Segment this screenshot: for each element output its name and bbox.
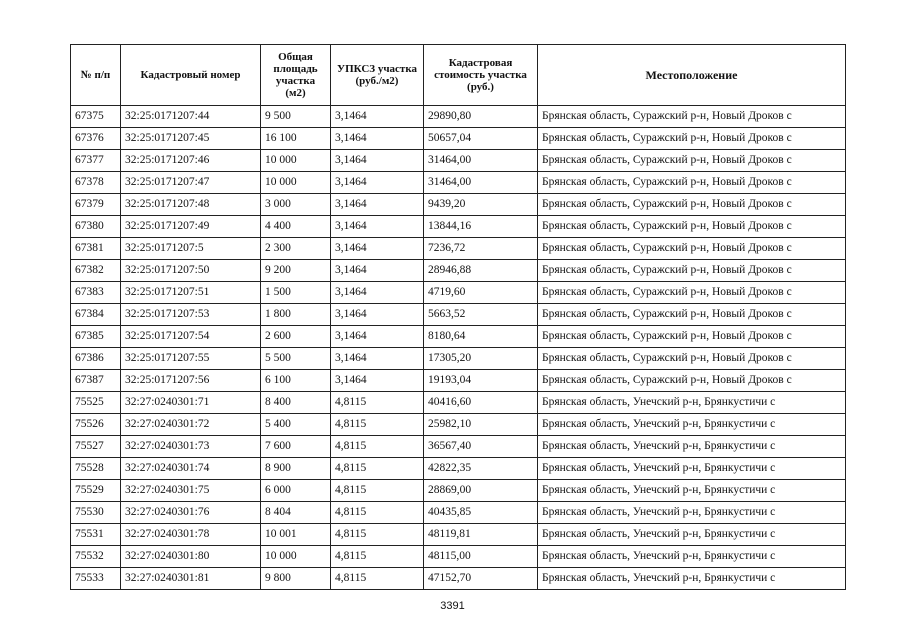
table-row (71, 172, 846, 194)
cadastral-value-cell: 47152,70 (424, 568, 538, 590)
cadastral-value-cell: 40435,85 (424, 502, 538, 524)
cadastral-number-cell: 32:25:0171207:47 (121, 172, 261, 194)
upksz-cell: 4,8115 (331, 458, 424, 480)
area-cell: 1 500 (261, 282, 331, 304)
row-number-cell: 67377 (71, 150, 121, 172)
row-number-cell: 75531 (71, 524, 121, 546)
area-cell: 9 800 (261, 568, 331, 590)
row-number-cell: 67386 (71, 348, 121, 370)
upksz-cell: 3,1464 (331, 326, 424, 348)
table-row (71, 282, 846, 304)
cadastral-number-cell: 32:25:0171207:53 (121, 304, 261, 326)
table-row (71, 304, 846, 326)
header-location: Местоположение (538, 45, 846, 106)
upksz-cell: 4,8115 (331, 480, 424, 502)
table-row (71, 260, 846, 282)
table-row (71, 458, 846, 480)
upksz-cell: 3,1464 (331, 216, 424, 238)
table-body (71, 106, 846, 590)
location-cell: Брянская область, Суражский р-н, Новый Дроков с (538, 106, 846, 128)
area-cell: 3 000 (261, 194, 331, 216)
cadastral-value-cell: 29890,80 (424, 106, 538, 128)
area-cell: 2 600 (261, 326, 331, 348)
cadastral-number-cell: 32:27:0240301:81 (121, 568, 261, 590)
table-row (71, 238, 846, 260)
upksz-cell: 3,1464 (331, 106, 424, 128)
row-number-cell: 75525 (71, 392, 121, 414)
header-area: Общая площадь участка (м2) (261, 45, 331, 106)
upksz-cell: 3,1464 (331, 194, 424, 216)
table-row (71, 216, 846, 238)
cadastral-number-cell: 32:27:0240301:72 (121, 414, 261, 436)
area-cell: 9 200 (261, 260, 331, 282)
upksz-cell: 4,8115 (331, 414, 424, 436)
location-cell: Брянская область, Суражский р-н, Новый Дроков с (538, 238, 846, 260)
area-cell: 5 500 (261, 348, 331, 370)
table-row (71, 480, 846, 502)
upksz-cell: 3,1464 (331, 150, 424, 172)
location-cell: Брянская область, Унечский р-н, Брянкустичи с (538, 392, 846, 414)
table-row (71, 546, 846, 568)
cadastral-number-cell: 32:25:0171207:56 (121, 370, 261, 392)
cadastral-value-cell: 25982,10 (424, 414, 538, 436)
cadastral-value-cell: 7236,72 (424, 238, 538, 260)
header-cadastral-value: Кадастровая стоимость участка (руб.) (424, 45, 538, 106)
area-cell: 6 000 (261, 480, 331, 502)
table-row (71, 524, 846, 546)
cadastral-value-cell: 48119,81 (424, 524, 538, 546)
cadastral-value-cell: 9439,20 (424, 194, 538, 216)
upksz-cell: 4,8115 (331, 436, 424, 458)
cadastral-number-cell: 32:27:0240301:76 (121, 502, 261, 524)
area-cell: 8 400 (261, 392, 331, 414)
table-row (71, 370, 846, 392)
area-cell: 9 500 (261, 106, 331, 128)
upksz-cell: 4,8115 (331, 502, 424, 524)
cadastral-value-cell: 31464,00 (424, 150, 538, 172)
upksz-cell: 3,1464 (331, 260, 424, 282)
table-row (71, 150, 846, 172)
cadastral-value-cell: 17305,20 (424, 348, 538, 370)
location-cell: Брянская область, Унечский р-н, Брянкустичи с (538, 502, 846, 524)
location-cell: Брянская область, Унечский р-н, Брянкустичи с (538, 458, 846, 480)
cadastral-value-cell: 19193,04 (424, 370, 538, 392)
upksz-cell: 3,1464 (331, 282, 424, 304)
upksz-cell: 4,8115 (331, 568, 424, 590)
header-row-number: № п/п (71, 45, 121, 106)
area-cell: 8 404 (261, 502, 331, 524)
area-cell: 10 000 (261, 546, 331, 568)
upksz-cell: 4,8115 (331, 392, 424, 414)
cadastral-value-cell: 28946,88 (424, 260, 538, 282)
cadastral-number-cell: 32:25:0171207:49 (121, 216, 261, 238)
location-cell: Брянская область, Унечский р-н, Брянкустичи с (538, 524, 846, 546)
location-cell: Брянская область, Унечский р-н, Брянкустичи с (538, 414, 846, 436)
location-cell: Брянская область, Суражский р-н, Новый Дроков с (538, 128, 846, 150)
location-cell: Брянская область, Суражский р-н, Новый Дроков с (538, 304, 846, 326)
row-number-cell: 67376 (71, 128, 121, 150)
cadastral-value-cell: 42822,35 (424, 458, 538, 480)
cadastral-value-cell: 13844,16 (424, 216, 538, 238)
area-cell: 16 100 (261, 128, 331, 150)
area-cell: 2 300 (261, 238, 331, 260)
location-cell: Брянская область, Суражский р-н, Новый Дроков с (538, 194, 846, 216)
cadastral-number-cell: 32:25:0171207:51 (121, 282, 261, 304)
upksz-cell: 3,1464 (331, 128, 424, 150)
cadastral-number-cell: 32:27:0240301:71 (121, 392, 261, 414)
cadastral-number-cell: 32:25:0171207:54 (121, 326, 261, 348)
cadastral-number-cell: 32:27:0240301:73 (121, 436, 261, 458)
cadastral-number-cell: 32:27:0240301:80 (121, 546, 261, 568)
row-number-cell: 75532 (71, 546, 121, 568)
area-cell: 10 000 (261, 150, 331, 172)
cadastral-value-cell: 48115,00 (424, 546, 538, 568)
cadastral-number-cell: 32:25:0171207:46 (121, 150, 261, 172)
upksz-cell: 3,1464 (331, 370, 424, 392)
cadastral-number-cell: 32:25:0171207:45 (121, 128, 261, 150)
row-number-cell: 75527 (71, 436, 121, 458)
cadastral-number-cell: 32:25:0171207:55 (121, 348, 261, 370)
row-number-cell: 67378 (71, 172, 121, 194)
table-row (71, 436, 846, 458)
cadastral-value-cell: 36567,40 (424, 436, 538, 458)
row-number-cell: 67382 (71, 260, 121, 282)
cadastral-value-cell: 5663,52 (424, 304, 538, 326)
cadastral-value-cell: 50657,04 (424, 128, 538, 150)
location-cell: Брянская область, Унечский р-н, Брянкустичи с (538, 480, 846, 502)
table-row (71, 414, 846, 436)
upksz-cell: 3,1464 (331, 304, 424, 326)
location-cell: Брянская область, Унечский р-н, Брянкустичи с (538, 546, 846, 568)
upksz-cell: 3,1464 (331, 348, 424, 370)
upksz-cell: 4,8115 (331, 524, 424, 546)
cadastral-value-table (70, 44, 846, 590)
location-cell: Брянская область, Суражский р-н, Новый Дроков с (538, 282, 846, 304)
table-row (71, 392, 846, 414)
cadastral-number-cell: 32:25:0171207:5 (121, 238, 261, 260)
cadastral-value-cell: 31464,00 (424, 172, 538, 194)
cadastral-number-cell: 32:27:0240301:78 (121, 524, 261, 546)
area-cell: 1 800 (261, 304, 331, 326)
area-cell: 4 400 (261, 216, 331, 238)
row-number-cell: 67383 (71, 282, 121, 304)
row-number-cell: 75526 (71, 414, 121, 436)
area-cell: 10 000 (261, 172, 331, 194)
cadastral-value-cell: 8180,64 (424, 326, 538, 348)
row-number-cell: 75529 (71, 480, 121, 502)
area-cell: 7 600 (261, 436, 331, 458)
area-cell: 10 001 (261, 524, 331, 546)
row-number-cell: 67381 (71, 238, 121, 260)
table-row (71, 326, 846, 348)
row-number-cell: 67387 (71, 370, 121, 392)
table-row (71, 568, 846, 590)
area-cell: 6 100 (261, 370, 331, 392)
location-cell: Брянская область, Суражский р-н, Новый Дроков с (538, 370, 846, 392)
row-number-cell: 67380 (71, 216, 121, 238)
location-cell: Брянская область, Суражский р-н, Новый Дроков с (538, 260, 846, 282)
table-row (71, 106, 846, 128)
row-number-cell: 75528 (71, 458, 121, 480)
row-number-cell: 75533 (71, 568, 121, 590)
page-number: 3391 (440, 600, 465, 612)
upksz-cell: 4,8115 (331, 546, 424, 568)
header-row (71, 45, 846, 106)
upksz-cell: 3,1464 (331, 172, 424, 194)
row-number-cell: 67384 (71, 304, 121, 326)
cadastral-value-cell: 28869,00 (424, 480, 538, 502)
location-cell: Брянская область, Унечский р-н, Брянкустичи с (538, 436, 846, 458)
table-row (71, 502, 846, 524)
location-cell: Брянская область, Унечский р-н, Брянкустичи с (538, 568, 846, 590)
area-cell: 5 400 (261, 414, 331, 436)
cadastral-value-cell: 4719,60 (424, 282, 538, 304)
cadastral-number-cell: 32:25:0171207:50 (121, 260, 261, 282)
table-row (71, 128, 846, 150)
cadastral-number-cell: 32:27:0240301:75 (121, 480, 261, 502)
row-number-cell: 75530 (71, 502, 121, 524)
table-row (71, 194, 846, 216)
row-number-cell: 67385 (71, 326, 121, 348)
cadastral-number-cell: 32:27:0240301:74 (121, 458, 261, 480)
row-number-cell: 67379 (71, 194, 121, 216)
row-number-cell: 67375 (71, 106, 121, 128)
table-row (71, 348, 846, 370)
upksz-cell: 3,1464 (331, 238, 424, 260)
location-cell: Брянская область, Суражский р-н, Новый Дроков с (538, 150, 846, 172)
cadastral-number-cell: 32:25:0171207:48 (121, 194, 261, 216)
location-cell: Брянская область, Суражский р-н, Новый Дроков с (538, 216, 846, 238)
header-upksz: УПКСЗ участка (руб./м2) (331, 45, 424, 106)
header-cadastral-number: Кадастровый номер (121, 45, 261, 106)
location-cell: Брянская область, Суражский р-н, Новый Дроков с (538, 326, 846, 348)
location-cell: Брянская область, Суражский р-н, Новый Дроков с (538, 172, 846, 194)
area-cell: 8 900 (261, 458, 331, 480)
location-cell: Брянская область, Суражский р-н, Новый Дроков с (538, 348, 846, 370)
cadastral-value-cell: 40416,60 (424, 392, 538, 414)
cadastral-number-cell: 32:25:0171207:44 (121, 106, 261, 128)
